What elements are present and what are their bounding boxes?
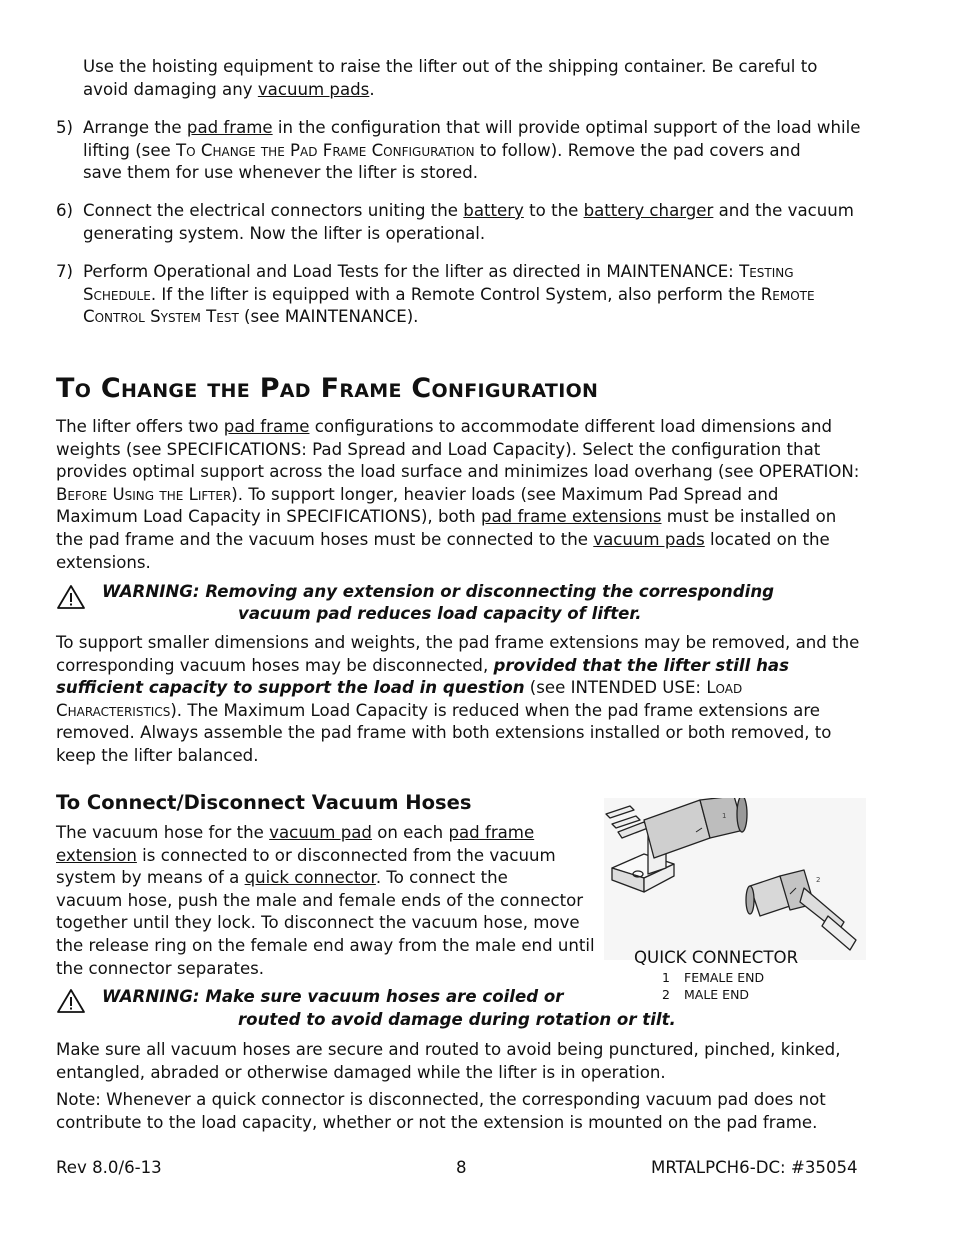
text: located on the [704,529,830,549]
para-line: removed. Always assemble the pad frame with both extensions installed or both removed, to [56,723,832,743]
text: is connected to or disconnected from the vacuum [136,845,556,865]
text: ). The Maximum Load Capacity is reduced when the pad frame extensions are [170,700,821,720]
para-line: extensions. [56,552,151,572]
emphasis-text: sufficient capacity to support the load in question [56,678,525,698]
text: Perform Operational and Load Tests for the lifter as directed in MAINTENANCE: [83,262,740,281]
para-line: the release ring on the female end away from the male end until [56,935,595,955]
text: (see MAINTENANCE). [238,307,419,327]
pad-frame-term: pad frame [186,118,273,137]
step-number: 6) [56,201,74,220]
intro-line [83,79,868,102]
step-line: save them for use whenever the lifter is stored. [83,163,479,183]
step-line [83,140,868,163]
subsection-heading: To Connect/Disconnect Vacuum Hoses [56,791,472,814]
section-reference: Schedule [83,284,151,304]
vacuum-pad-term: vacuum pad [269,823,372,842]
para-line [56,700,866,723]
section-paragraph-1 [56,416,866,574]
para-line: weights (see SPECIFICATIONS: Pad Spread and Load Capacity). Select the configuration that [56,439,821,459]
section-paragraph-2 [56,632,866,768]
warning-2-line-1: WARNING: Make sure vacuum hoses are coiled or [102,987,564,1006]
callout-1: 1 [722,812,727,820]
section-reference: Before Using the Lifter [56,484,232,504]
step-number: 7) [56,262,74,281]
text: the pad frame and the vacuum hoses must be connected to the [56,529,594,549]
para-line [56,655,866,678]
text: corresponding vacuum hoses may be disconnected, [56,655,494,675]
text: Maximum Load Capacity in SPECIFICATIONS), both [56,507,481,527]
vacuum-pads-term: vacuum pads [593,529,705,549]
text: lifting (see [83,140,177,160]
para-line [56,416,866,439]
section-reference: Control System Test [83,307,239,327]
legend-number: 1 [662,970,670,985]
para-line [56,677,866,700]
text: The lifter offers two [56,417,224,436]
para-line: entangled, abraded or otherwise damaged while the lifter is in operation. [56,1062,666,1082]
text: in the configuration that will provide optimal support of the load while [272,118,861,137]
footer-revision: Rev 8.0/6-13 [56,1158,162,1177]
emphasis-text: provided that the lifter still has [493,655,789,675]
step-line [83,306,868,329]
text: system by means of a [56,868,245,888]
section-reference: Remote [760,284,815,304]
quick-connector-term: quick connector [244,868,376,888]
hose-routing-paragraph [56,1039,866,1084]
note-paragraph [56,1089,866,1134]
para-line: provides optimal support across the load surface and minimizes load overhang (see OPERATION: [56,462,860,482]
warning-2-line-2: routed to avoid damage during rotation or tilt. [238,1010,676,1029]
figure-caption: QUICK CONNECTOR [634,948,799,967]
para-line: the connector separates. [56,958,265,978]
text: . [369,79,375,99]
para-line [56,845,601,868]
step-line [83,284,868,307]
para-line [56,867,601,890]
step-5 [83,117,868,185]
para-line: contribute to the load capacity, whether or not the extension is mounted on the pad frame. [56,1112,818,1132]
text: (see INTENDED USE: [524,678,707,698]
step-line: generating system. Now the lifter is operational. [83,223,486,243]
legend-label: FEMALE END [684,970,765,985]
figure-legend-item [662,970,764,986]
step-line [83,200,868,223]
section-reference: Load [706,678,743,698]
para-line: keep the lifter balanced. [56,745,259,765]
para-line [56,529,866,552]
quick-connector-illustration [604,798,866,960]
intro-line: Use the hoisting equipment to raise the lifter out of the shipping container. Be careful to [83,57,818,76]
text: avoid damaging any [83,79,258,99]
step-line [83,117,868,140]
para-line: Make sure all vacuum hoses are secure and routed to avoid being punctured, pinched, kinked, [56,1040,841,1059]
para-line: vacuum hose, push the male and female ends of the connector [56,890,584,910]
section-reference: Characteristics [56,700,171,720]
text: . To connect the [375,868,508,888]
text: to follow). Remove the pad covers and [474,140,801,160]
text: Arrange the [83,118,187,137]
subsection-paragraph [56,822,601,980]
warning-triangle-icon [56,988,86,1014]
legend-label: MALE END [684,987,750,1002]
footer-document-id: MRTALPCH6-DC: #35054 [651,1158,858,1177]
section-heading: To Change the Pad Frame Configuration [56,373,599,404]
para-line: together until they lock. To disconnect the vacuum hose, move [56,913,580,933]
callout-2: 2 [816,876,821,884]
pad-frame-term: pad frame [448,823,535,842]
figure-legend-item [662,987,749,1003]
para-line: To support smaller dimensions and weights, the pad frame extensions may be removed, and the [56,633,860,652]
warning-triangle-icon [56,584,86,610]
text: . If the lifter is equipped with a Remote Control System, also perform the [150,284,761,304]
text: ). To support longer, heavier loads (see Maximum Pad Spread and [231,484,779,504]
battery-charger-term: battery charger [583,201,714,220]
text: The vacuum hose for the [56,823,270,842]
warning-1-line-2: vacuum pad reduces load capacity of lifter. [238,604,642,623]
pad-frame-term: pad frame [223,417,310,436]
text: on each [371,823,449,842]
pad-frame-extensions-term: pad frame extensions [480,507,662,527]
extension-term: extension [56,845,137,865]
battery-term: battery [463,201,524,220]
step-7 [83,261,868,329]
step-number: 5) [56,118,74,137]
text: Connect the electrical connectors uniting the [83,201,464,220]
text: must be installed on [661,507,837,527]
footer-page-number: 8 [456,1158,467,1177]
section-reference: To Change the Pad Frame Configuration [176,140,475,160]
section-reference: Testing [739,262,794,281]
text: and the vacuum [713,201,854,220]
para-line [56,506,866,529]
legend-number: 2 [662,987,670,1002]
step-6 [83,200,868,245]
vacuum-pads-term: vacuum pads [257,79,370,99]
step-line [83,261,868,284]
para-line [56,484,866,507]
para-line: Note: Whenever a quick connector is disconnected, the corresponding vacuum pad does not [56,1090,826,1109]
para-line [56,822,601,845]
text: configurations to accommodate different load dimensions and [309,417,833,436]
intro-paragraph [83,56,868,101]
warning-1-line-1: WARNING: Removing any extension or disconnecting the corresponding [102,582,775,601]
text: to the [523,201,584,220]
